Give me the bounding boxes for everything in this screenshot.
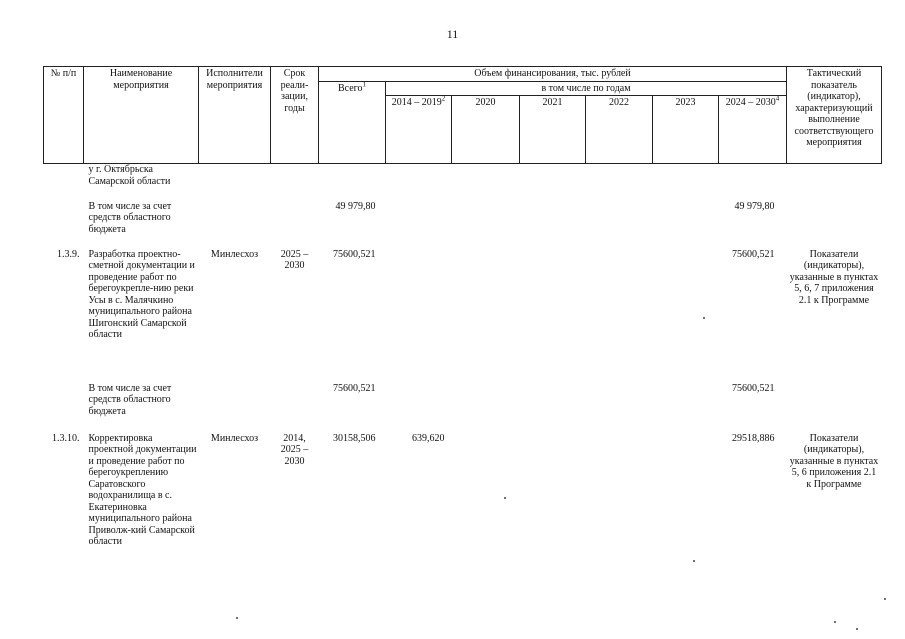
header-name: Наименование мероприятия bbox=[84, 67, 199, 164]
scan-speck bbox=[236, 617, 238, 619]
header-year-2020 bbox=[452, 96, 520, 164]
row-2024-2030: 49 979,80 bbox=[734, 200, 775, 212]
header-year-label: 2021 bbox=[542, 97, 563, 108]
row-total: 75600,521 bbox=[333, 382, 376, 394]
row-2024-2030: 75600,521 bbox=[732, 382, 775, 394]
header-year-2023 bbox=[653, 96, 719, 164]
row-executor bbox=[199, 383, 271, 433]
header-num: № п/п bbox=[44, 67, 84, 164]
row-num: 1.3.10. bbox=[52, 432, 80, 444]
header-total-label: Всего bbox=[337, 82, 363, 94]
row-num bbox=[44, 164, 84, 201]
scan-speck bbox=[856, 628, 858, 630]
row-executor: Минлесхоз bbox=[210, 432, 259, 444]
row-period: 2025 – 2030 bbox=[280, 248, 309, 271]
row-total bbox=[319, 164, 386, 201]
scan-speck bbox=[884, 598, 886, 600]
table-row bbox=[44, 201, 882, 249]
row-indicator: Показатели (индикаторы), указанные в пунктах 5, 6 приложения 2.1 к Программе bbox=[789, 432, 879, 490]
row-2024-2030 bbox=[719, 164, 787, 201]
row-2014-2019 bbox=[386, 201, 452, 249]
header-year-2024-2030 bbox=[719, 96, 787, 164]
row-total: 75600,521 bbox=[333, 248, 376, 260]
header-indicator: Тактический показатель (индикатор), характеризующий выполнение соответствующего мероприятия bbox=[787, 67, 882, 164]
table-row bbox=[44, 433, 882, 583]
row-period bbox=[271, 164, 319, 201]
row-name: В том числе за счет средств областного бюджета bbox=[88, 382, 172, 417]
header-by-years: в том числе по годам bbox=[386, 81, 787, 96]
row-name: В том числе за счет средств областного бюджета bbox=[88, 200, 172, 235]
row-total: 30158,506 bbox=[333, 432, 376, 444]
row-period bbox=[271, 201, 319, 249]
row-2014-2019: 639,620 bbox=[412, 432, 445, 444]
row-name: у г. Октябрьска Самарской области bbox=[88, 164, 171, 187]
scan-speck bbox=[834, 621, 836, 623]
row-period bbox=[271, 383, 319, 433]
header-year-2021 bbox=[520, 96, 586, 164]
row-num: 1.3.9. bbox=[57, 248, 80, 260]
row-name: Корректировка проектной документации и проведение работ по берегоукреплению Саратовского водохранилища в с. Екатериновка муниципального района Приволж-кий Самарской области bbox=[88, 432, 197, 547]
header-year-footnote: 4 bbox=[775, 94, 780, 103]
table-row bbox=[44, 383, 882, 433]
row-2024-2030: 75600,521 bbox=[732, 248, 775, 260]
row-executor: Минлесхоз bbox=[210, 248, 259, 260]
row-total: 49 979,80 bbox=[335, 200, 376, 212]
row-executor bbox=[199, 164, 271, 201]
header-year-label: 2020 bbox=[475, 97, 496, 108]
header-year-label: 2024 – 2030 bbox=[725, 97, 776, 108]
header-executors: Исполнители мероприятия bbox=[199, 67, 271, 164]
header-total-footnote: 1 bbox=[362, 80, 367, 89]
funding-table bbox=[43, 66, 882, 583]
row-num bbox=[44, 383, 84, 433]
row-num bbox=[44, 201, 84, 249]
row-2024-2030: 29518,886 bbox=[732, 432, 775, 444]
row-executor bbox=[199, 201, 271, 249]
header-year-2014-2019 bbox=[386, 96, 452, 164]
row-2014-2019 bbox=[386, 164, 452, 201]
row-indicator bbox=[787, 201, 882, 249]
header-period: Срок реали-зации, годы bbox=[271, 67, 319, 164]
header-funding-group: Объем финансирования, тыс. рублей bbox=[319, 67, 787, 82]
header-total bbox=[319, 81, 386, 164]
table-row bbox=[44, 249, 882, 383]
row-indicator bbox=[787, 383, 882, 433]
scan-speck bbox=[693, 560, 695, 562]
scan-speck bbox=[703, 317, 705, 319]
header-year-label: 2022 bbox=[609, 97, 629, 108]
row-2014-2019 bbox=[386, 383, 452, 433]
row-name: Разработка проектно-сметной документации и проведение работ по берегоукрепле-нию реки Усы в с. Малячкино муниципального района Шигонский Самарской области bbox=[88, 248, 195, 340]
header-year-footnote: 2 bbox=[441, 94, 446, 103]
row-period: 2014, 2025 – 2030 bbox=[280, 432, 309, 467]
row-indicator: Показатели (индикаторы), указанные в пунктах 5, 6, 7 приложения 2.1 к Программе bbox=[789, 248, 879, 306]
scan-speck bbox=[504, 497, 506, 499]
header-year-label: 2023 bbox=[675, 97, 696, 108]
header-year-2022 bbox=[586, 96, 653, 164]
row-indicator bbox=[787, 164, 882, 201]
page-number: 11 bbox=[446, 27, 459, 41]
header-year-label: 2014 – 2019 bbox=[391, 97, 442, 108]
table-row bbox=[44, 164, 882, 201]
row-2014-2019 bbox=[386, 249, 452, 383]
